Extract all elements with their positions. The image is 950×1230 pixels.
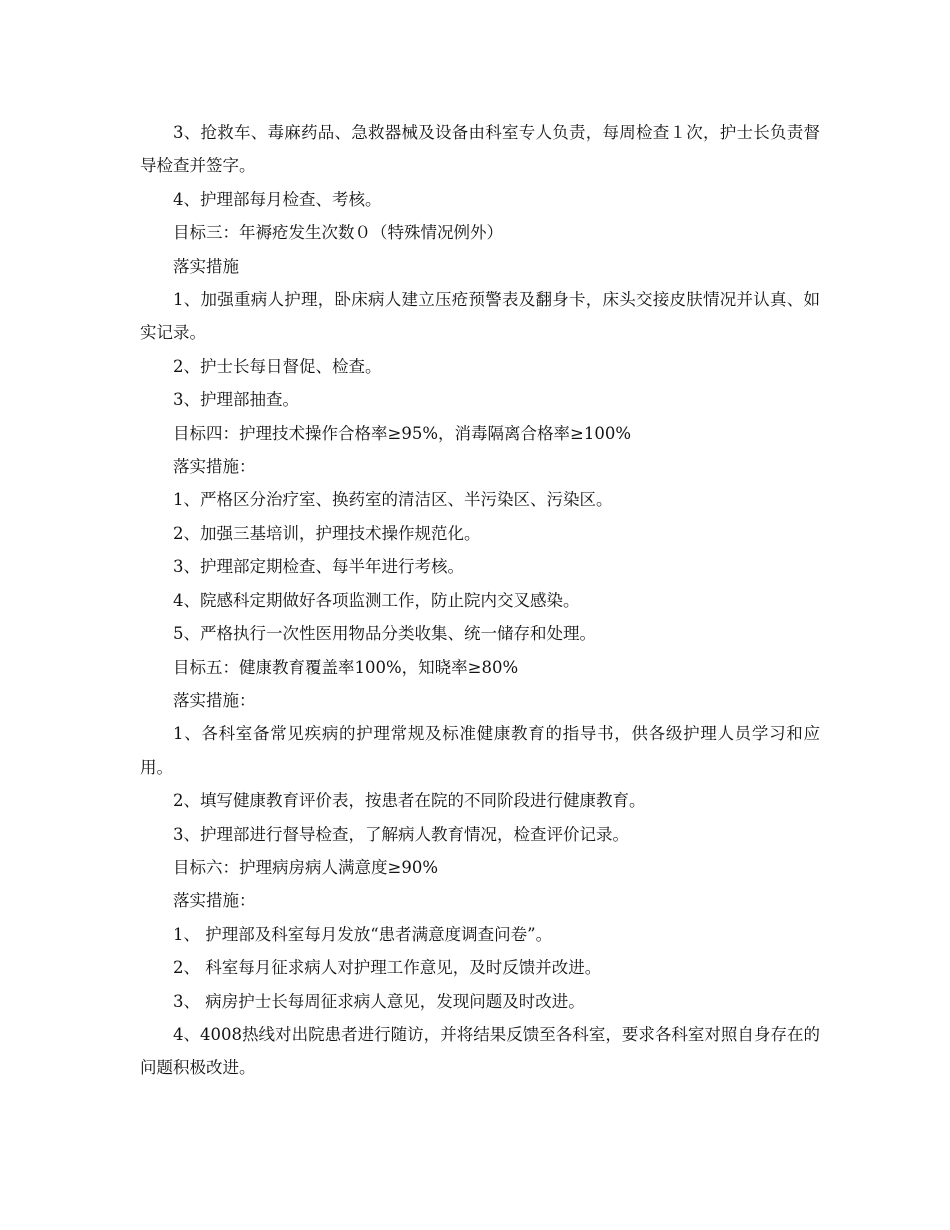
- measure-item: 1、严格区分治疗室、换药室的清洁区、半污染区、污染区。: [173, 490, 613, 510]
- measure-item: 4、护理部每月检查、考核。: [173, 189, 382, 209]
- document-body: [140, 116, 820, 1085]
- measures-label: 落实措施：: [173, 891, 256, 911]
- measure-item: 1、加强重病人护理，卧床病人建立压疮预警表及翻身卡，床头交接皮肤情况并认真、如实记录。: [140, 290, 820, 343]
- measures-label: 落实措施: [173, 256, 239, 276]
- measures-label: 落实措施：: [173, 457, 256, 477]
- measure-item: 5、严格执行一次性医用物品分类收集、统一储存和处理。: [173, 624, 596, 644]
- measure-item: 1、 护理部及科室每月发放“患者满意度调查问卷”。: [173, 924, 553, 944]
- measure-item: 1、各科室备常见疾病的护理常规及标准健康教育的指导书，供各级护理人员学习和应用。: [140, 724, 820, 777]
- goal-heading: 目标六：护理病房病人满意度≥90%: [173, 857, 438, 877]
- goal-heading: 目标五：健康教育覆盖率100%，知晓率≥80%: [173, 657, 519, 677]
- goal-heading: 目标四：护理技术操作合格率≥95%，消毒隔离合格率≥100%: [173, 423, 631, 443]
- measure-item: 2、护士长每日督促、检查。: [173, 356, 382, 376]
- measure-item: 3、 病房护士长每周征求病人意见，发现问题及时改进。: [173, 991, 585, 1011]
- measure-item: 2、填写健康教育评价表，按患者在院的不同阶段进行健康教育。: [173, 791, 646, 811]
- measure-item: 3、护理部进行督导检查，了解病人教育情况，检查评价记录。: [173, 824, 629, 844]
- measures-label: 落实措施：: [173, 690, 256, 710]
- measure-item: 2、加强三基培训，护理技术操作规范化。: [173, 523, 481, 543]
- measure-item: 4、4008热线对出院患者进行随访，并将结果反馈至各科室，要求各科室对照自身存在的问题积极改进。: [140, 1024, 820, 1078]
- measure-item: 3、抢救车、毒麻药品、急救器械及设备由科室专人负责，每周检查１次，护士长负责督导检查并签字。: [140, 123, 820, 176]
- measure-item: 4、院感科定期做好各项监测工作，防止院内交叉感染。: [173, 590, 580, 610]
- measure-item: 3、护理部定期检查、每半年进行考核。: [173, 557, 464, 577]
- goal-heading: 目标三：年褥疮发生次数０（特殊情况例外）: [173, 223, 503, 243]
- measure-item: 3、护理部抽查。: [173, 390, 299, 410]
- measure-item: 2、 科室每月征求病人对护理工作意见，及时反馈并改进。: [173, 958, 602, 978]
